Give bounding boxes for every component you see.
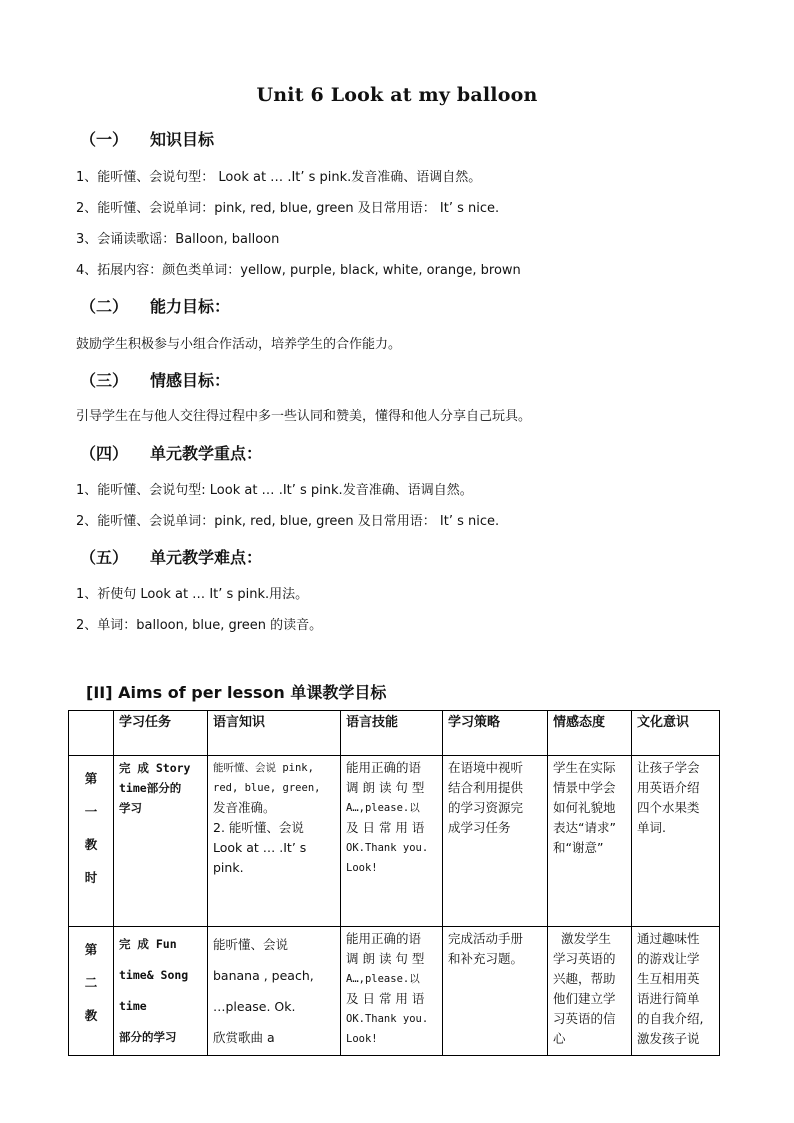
cell-line: 语进行简单 [637,991,700,1006]
section-title: 单元教学难点： [150,548,263,567]
lesson-char: 教 [84,1008,98,1023]
section-heading-difficulties [80,545,262,568]
attitude-cell [548,756,632,927]
section-number: （一） [80,130,129,149]
table-header-cell: 情感态度 [548,711,632,756]
section-line: 2、能听懂、会说单词：pink, red, blue, green 及日常用语： It’ s nice. [76,514,500,529]
cell-line: 四个水果类 [637,800,700,815]
table-header-cell [69,711,114,756]
cell-line: 能用正确的语 [346,760,422,775]
section-line: 引导学生在与他人交往得过程中多一些认同和赞美，懂得和他人分享自己玩具。 [76,409,532,424]
cell-line: 完成活动手册 [448,931,524,946]
lesson-label-cell [69,927,114,1056]
lesson-char: 一 [84,804,98,819]
cell-line: 的游戏让学 [637,951,700,966]
section-line: 2、能听懂、会说单词：pink, red, blue, green 及日常用语： It’ s nice. [76,201,500,216]
lesson-char: 教 [84,837,98,852]
section-line: 3、会诵读歌谣：Balloon, balloon [76,232,280,247]
cell-line: Look! [346,862,378,874]
section-heading-ability [80,294,230,317]
cell-line: time部分的 [119,781,182,795]
section-title: 知识目标 [150,130,215,149]
cell-line: Look! [346,1033,378,1045]
cell-line: 能听懂、会说 pink, [213,762,314,774]
section-heading-emotion [80,368,230,391]
cell-line: 的学习资源完 [448,800,524,815]
cell-line: 完 成 Fun [119,937,177,951]
cell-line: A…,please.以 [346,802,420,814]
table-header-cell: 学习策略 [443,711,548,756]
lesson-char: 时 [84,870,98,885]
task-cell [114,756,208,927]
cell-line: 单词. [637,820,666,835]
cell-line: 2. 能听懂、会说 [213,820,304,835]
cell-line: 兴趣，帮助 [553,971,616,986]
culture-cell [632,756,720,927]
cell-line: 及 日 常 用 语 [346,991,425,1006]
cell-line: OK.Thank you. [346,1013,429,1025]
section-heading-knowledge [80,127,214,150]
lesson-label-cell [69,756,114,927]
culture-cell [632,927,720,1056]
cell-line: 激发学生 [553,931,611,946]
cell-line: 部分的学习 [119,1030,177,1044]
section-title: 单元教学重点： [150,444,263,463]
cell-line: 调 朗 读 句 型 [346,951,425,966]
section-line: 2、单词：balloon, blue, green 的读音。 [76,618,323,633]
lesson-aims-table [68,710,720,1056]
cell-line: 习英语的信 [553,1011,616,1026]
section-number: （四） [80,444,129,463]
lesson-char: 第 [84,771,98,786]
cell-line: 表达“请求” [553,820,616,835]
cell-line: 生互相用英 [637,971,700,986]
table-header-cell: 学习任务 [114,711,208,756]
section-number: （二） [80,297,129,316]
lesson-char: 二 [84,975,98,990]
cell-line: banana , peach, [213,968,314,983]
cell-line: 学习英语的 [553,951,616,966]
cell-line: 的自我介绍, [637,1011,704,1026]
section-line: 1、能听懂、会说句型: Look at … .It’ s pink.发音准确、语调自然。 [76,483,473,498]
section-number: （三） [80,371,129,390]
cell-line: pink. [213,860,244,875]
cell-line: time& Song [119,968,189,982]
cell-line: time [119,999,147,1013]
section-title: 情感目标： [150,371,231,390]
cell-line: red, blue, green, [213,782,321,794]
attitude-cell [548,927,632,1056]
cell-line: 完 成 Story [119,761,191,775]
cell-line: 情景中学会 [553,780,616,795]
task-cell [114,927,208,1056]
cell-line: 心 [553,1031,566,1046]
document-title: Unit 6 Look at my balloon [256,84,538,106]
section-heading-key-points [80,441,262,464]
cell-line: …please. Ok. [213,999,296,1014]
table-header-cell: 文化意识 [632,711,720,756]
section-line: 1、能听懂、会说句型： Look at … .It’ s pink.发音准确、语调自然。 [76,170,482,185]
section-number: （五） [80,548,129,567]
cell-line: 结合利用提供 [448,780,524,795]
cell-line: 成学习任务 [448,820,511,835]
cell-line: 和补充习题。 [448,951,524,966]
cell-line: 学生在实际 [553,760,616,775]
cell-line: 通过趣味性 [637,931,700,946]
table-header-row [69,711,720,756]
section-line: 鼓励学生积极参与小组合作活动，培养学生的合作能力。 [76,337,402,352]
knowledge-cell [208,756,341,927]
table-row [69,927,720,1056]
cell-line: 学习 [119,801,142,815]
cell-line: 让孩子学会 [637,760,700,775]
aims-heading: [II] Aims of per lesson 单课教学目标 [86,683,387,702]
table-header-cell: 语言知识 [208,711,341,756]
cell-line: 激发孩子说 [637,1031,700,1046]
cell-line: A…,please.以 [346,973,420,985]
cell-line: 调 朗 读 句 型 [346,780,425,795]
cell-line: Look at … .It’ s [213,840,307,855]
cell-line: 及 日 常 用 语 [346,820,425,835]
cell-line: 和“谢意” [553,840,604,855]
knowledge-cell [208,927,341,1056]
section-title: 能力目标： [150,297,231,316]
cell-line: OK.Thank you. [346,842,429,854]
strategy-cell [443,927,548,1056]
table-row [69,756,720,927]
lesson-char: 第 [84,942,98,957]
skill-cell [341,756,443,927]
skill-cell [341,927,443,1056]
cell-line: 在语境中视听 [448,760,524,775]
cell-line: 他们建立学 [553,991,616,1006]
strategy-cell [443,756,548,927]
cell-line: 发音准确。 [213,800,276,815]
table-header-cell: 语言技能 [341,711,443,756]
cell-line: 如何礼貌地 [553,800,616,815]
cell-line: 欣赏歌曲 a [213,1030,275,1045]
section-line: 4、拓展内容：颜色类单词：yellow, purple, black, white, orange, brown [76,263,521,278]
cell-line: 能听懂、会说 [213,937,289,952]
section-line: 1、祈使句 Look at … It’ s pink.用法。 [76,587,309,602]
cell-line: 能用正确的语 [346,931,422,946]
cell-line: 用英语介绍 [637,780,700,795]
